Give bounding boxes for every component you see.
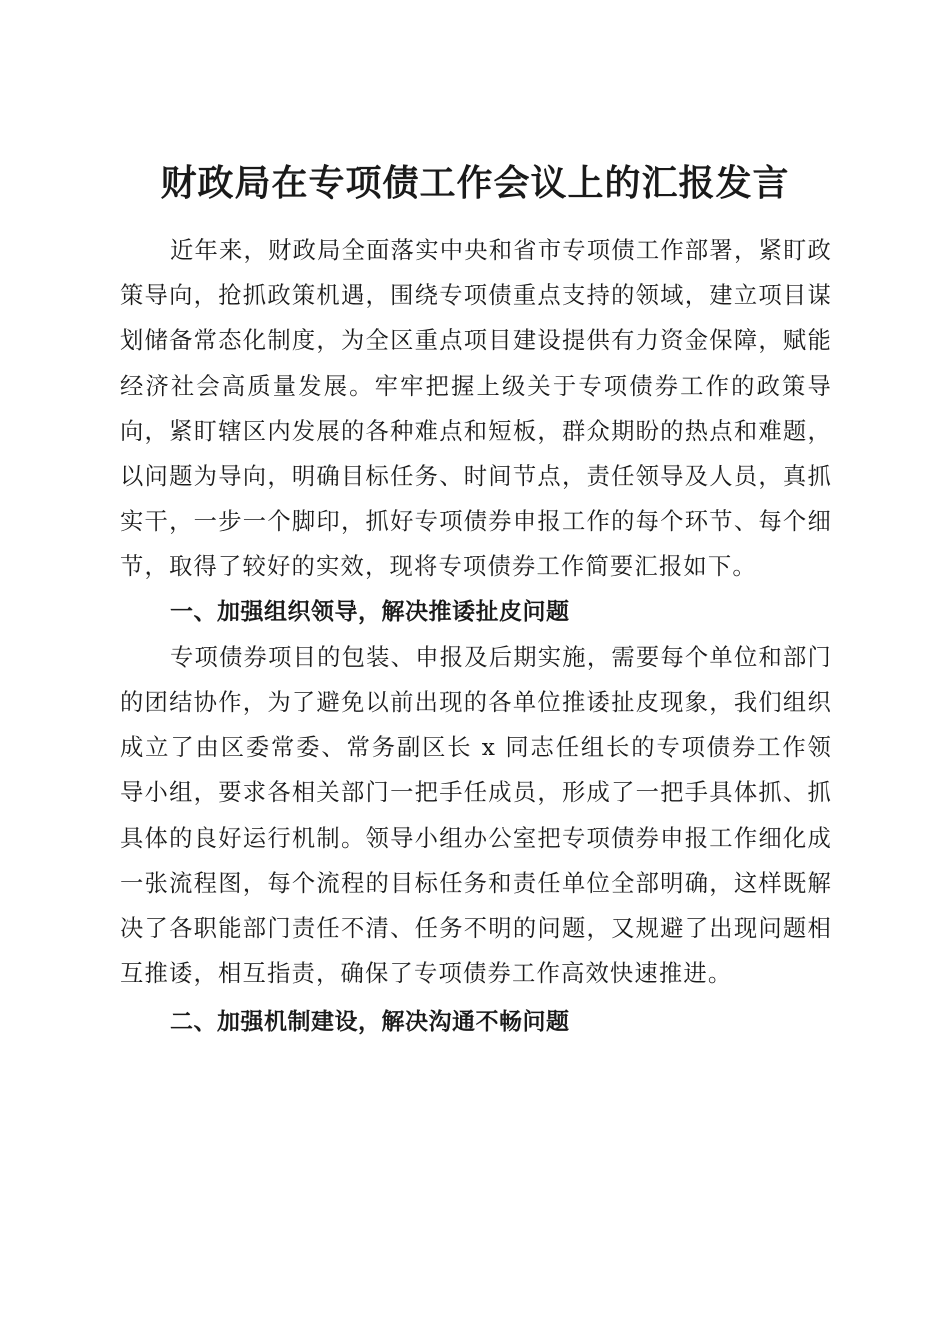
section-heading-1: 一、加强组织领导，解决推诿扯皮问题: [170, 598, 570, 625]
intro-paragraph: 近年来，财政局全面落实中央和省市专项债工作部署，紧盯政策导向，抢抓政策机遇，围绕专项债重点支持的领域，建立项目谋划储备常态化制度，为全区重点项目建设提供有力资金保障，赋能经济社会高质量发展。牢牢把握上级关于专项债券工作的政策导向，紧盯辖区内发展的各种难点和短板，群众期盼的热点和难题，以问题为导向，明确目标任务、时间节点，责任领导及人员，真抓实干，一步一个脚印，抓好专项债券申报工作的每个环节、每个细节，取得了较好的实效，现将专项债券工作简要汇报如下。: [120, 237, 832, 581]
section-paragraph-1: 专项债券项目的包装、申报及后期实施，需要每个单位和部门的团结协作，为了避免以前出现的各单位推诿扯皮现象，我们组织成立了由区委常委、常务副区长 x 同志任组长的专项债券工作领导小组，要求各相关部门一把手任成员，形成了一把手具体抓、抓具体的良好运行机制。领导小组办公室把专项债券申报工作细化成一张流程图，每个流程的目标任务和责任单位全部明确，这样既解决了各职能部门责任不清、任务不明的问题，又规避了出现问题相互推诿，相互指责，确保了专项债券工作高效快速推进。: [120, 643, 832, 988]
document-body: [120, 228, 832, 1046]
section-heading-2: 二、加强机制建设，解决沟通不畅问题: [170, 1009, 570, 1036]
document-title: 财政局在专项债工作会议上的汇报发言: [160, 162, 790, 205]
